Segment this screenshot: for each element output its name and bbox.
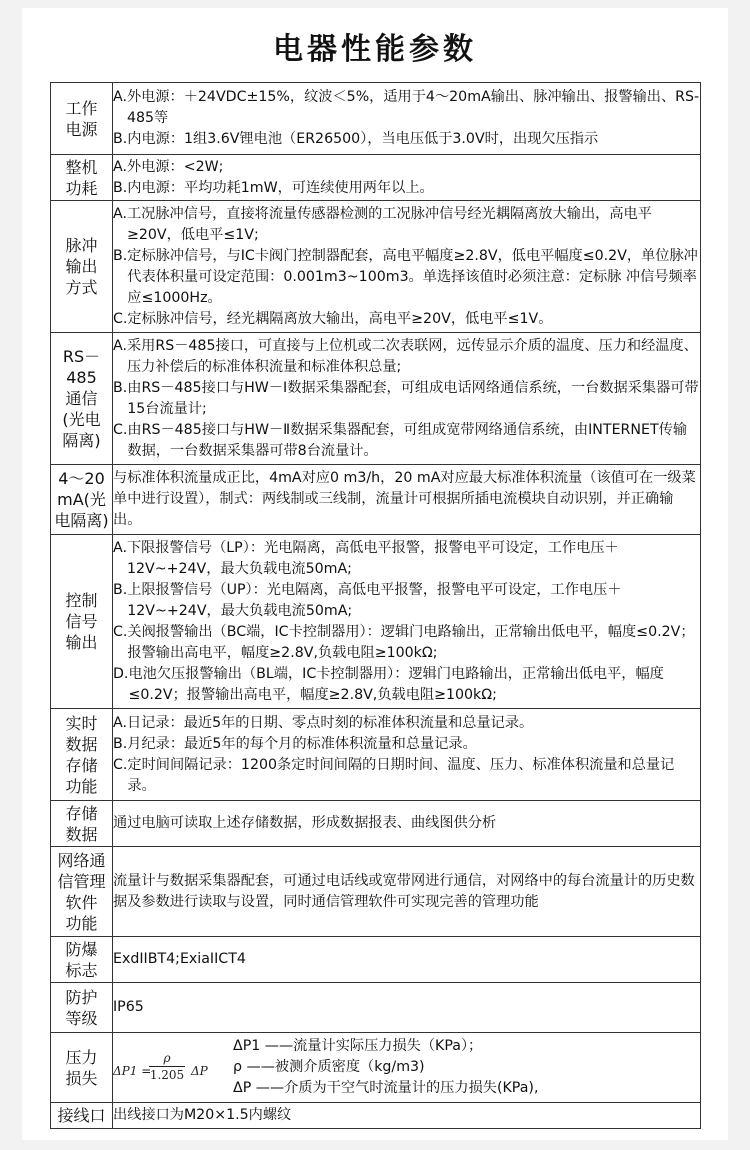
label-line: (光电 — [62, 410, 101, 429]
list-item — [113, 157, 700, 178]
row-label — [51, 83, 113, 155]
item-text: 电池欠压报警输出（BL端，IC卡控制器用）：逻辑门电路输出，正常输出低电平，幅度≤0.2V；报警输出高电平，幅度≥2.8V,负载电阻≥100kΩ; — [128, 665, 664, 703]
legend-line: ΔP ——介质为干空气时流量计的压力损失(KPa), — [233, 1080, 539, 1096]
item-marker: C. — [113, 623, 128, 640]
list-item — [113, 538, 700, 580]
row-label — [51, 1033, 113, 1103]
item-marker: C. — [113, 421, 128, 438]
item-text: 定标脉冲信号，与IC卡阀门控制器配套，高电平幅度≥2.8V，低电平幅度≤0.2V，单位脉冲代表体积量可设定范围：0.001m3~100m3。单选择该值时必须注意：定标脉 冲信号频率应≤1000Hz。 — [127, 247, 698, 306]
row-power — [51, 83, 701, 155]
row-rs485 — [51, 333, 701, 465]
page-title: 电器性能参数 — [273, 32, 477, 67]
item-marker: A. — [113, 714, 127, 731]
item-marker: A. — [113, 539, 127, 556]
row-content — [113, 535, 701, 709]
row-label — [51, 709, 113, 801]
item-marker: A. — [113, 89, 127, 105]
label-line: mA(光 — [57, 490, 106, 509]
row-label — [51, 201, 113, 333]
pressure-block — [113, 1036, 700, 1099]
item-text: 外电源：<2W; — [126, 158, 224, 175]
item-marker: B. — [113, 247, 128, 264]
list-item — [113, 204, 700, 246]
row-label — [51, 333, 113, 465]
row-label — [51, 1103, 113, 1129]
label-line: 功能 — [65, 913, 98, 933]
item-marker: B. — [113, 581, 128, 598]
list-item — [113, 580, 700, 622]
row-current — [51, 465, 701, 535]
label-line: 实时 — [65, 713, 98, 733]
label-line: 方式 — [65, 278, 98, 297]
list-item — [113, 664, 700, 706]
row-content — [113, 709, 701, 801]
list-item — [113, 129, 700, 150]
label-line: 电隔离) — [54, 511, 109, 530]
row-label — [51, 847, 113, 937]
list-item — [113, 309, 700, 330]
row-content: 与标准体积流量成正比，4mA对应0 m3/h，20 mA对应最大标准体积流量（该值可在一级菜单中进行设置），制式：两线制或三线制，流量计可根据所插电流模块自动识别，并正确输出。 — [113, 465, 701, 535]
label-line: 485 — [66, 368, 97, 387]
label-line: 存储 — [65, 755, 98, 775]
label-line: 输出 — [65, 633, 98, 652]
item-marker: C. — [113, 756, 128, 773]
row-label — [51, 465, 113, 535]
row-label — [51, 801, 113, 847]
formula-numerator: ρ — [163, 1050, 171, 1065]
item-text: 月纪录：最近5年的每个月的标准体积流量和总量记录。 — [127, 735, 477, 752]
item-text: 日记录：最近5年的日期、零点时刻的标准体积流量和总量记录。 — [126, 714, 534, 731]
item-text: 由RS－485接口与HW－Ⅰ数据采集器配套，可组成电话网络通信系统，一台数据采集器可带15台流量计; — [127, 379, 699, 417]
list-item — [113, 378, 700, 420]
item-text: 关阀报警输出（BC端，IC卡控制器用）：逻辑门电路输出，正常输出低电平，幅度≤0.2V；报警输出高电平，幅度≥2.8V,负载电阻≥100kΩ; — [127, 623, 695, 661]
item-marker: B. — [113, 179, 128, 196]
item-marker: D. — [113, 665, 129, 682]
list-item — [113, 178, 700, 199]
label-line: 等级 — [65, 1008, 98, 1028]
list-item — [113, 622, 700, 664]
label-line: 数据 — [65, 734, 98, 754]
label-line: 功能 — [65, 776, 98, 796]
row-network — [51, 847, 701, 937]
label-line: 标志 — [65, 960, 98, 980]
item-marker: B. — [113, 379, 128, 396]
label-line: 脉冲 — [65, 236, 98, 255]
pressure-legend — [233, 1036, 700, 1099]
item-marker: A. — [113, 205, 127, 222]
row-content: 出线接口为M20×1.5内螺纹 — [113, 1103, 701, 1129]
item-text: 内电源：1组3.6V锂电池（ER26500），当电压低于3.0V时，出现欠压指示 — [127, 131, 599, 147]
label-line: 信管理 — [57, 871, 106, 891]
item-text: 定时间间隔记录：1200条定时间间隔的日期时间、温度、压力、标准体积流量和总量记录。 — [127, 756, 675, 794]
row-control — [51, 535, 701, 709]
legend-line: ΔP1 ——流量计实际压力损失（KPa）； — [233, 1038, 483, 1054]
list-item — [113, 246, 700, 309]
item-text: 外电源：＋24VDC±15%，纹波＜5%，适用于4～20mA输出、脉冲输出、报警输出、RS-485等 — [126, 89, 700, 126]
item-text: 内电源：平均功耗1mW，可连续使用两年以上。 — [127, 179, 434, 196]
label-line: 压力 — [65, 1047, 98, 1067]
item-text: 工况脉冲信号，直接将流量传感器检测的工况脉冲信号经光耦隔离放大输出，高电平≥20V，低电平≤1V; — [126, 205, 652, 243]
legend-line: ρ ——被测介质密度（kg/m3) — [233, 1059, 425, 1075]
row-storage — [51, 801, 701, 847]
row-content: IP65 — [113, 983, 701, 1033]
item-marker: C. — [113, 310, 128, 327]
label-line: 隔离) — [62, 431, 101, 450]
label-line: 4～20 — [58, 469, 105, 488]
item-text: 采用RS－485接口，可直接与上位机或二次表联网，远传显示介质的温度、压力和经温度、压力补偿后的标准体积流量和标准体积总量; — [126, 337, 698, 375]
item-text: 上限报警信号（UP）：光电隔离，高低电平报警，报警电平可设定，工作电压＋12V~+24V，最大负载电流50mA; — [127, 581, 622, 619]
formula-rhs: ΔP — [191, 1063, 208, 1078]
list-item — [113, 87, 700, 129]
row-content — [113, 1033, 701, 1103]
label-line: 电源 — [65, 119, 98, 139]
label-line: 数据 — [65, 824, 98, 844]
row-label — [51, 983, 113, 1033]
spec-table — [50, 82, 701, 1129]
label-line: 网络通 — [57, 850, 106, 870]
row-label — [51, 937, 113, 983]
row-explosion — [51, 937, 701, 983]
label-line: 软件 — [65, 892, 98, 912]
row-content — [113, 201, 701, 333]
label-line: 防爆 — [65, 939, 98, 959]
row-content — [113, 155, 701, 201]
row-protection — [51, 983, 701, 1033]
list-item — [113, 420, 700, 462]
item-marker: A. — [113, 158, 127, 175]
label-line: 工作 — [65, 98, 98, 118]
row-pulse — [51, 201, 701, 333]
formula-denominator: 1.205 — [149, 1067, 185, 1082]
row-label — [51, 155, 113, 201]
item-text: 定标脉冲信号，经光耦隔离放大输出，高电平≥20V，低电平≤1V。 — [127, 310, 553, 327]
row-consumption — [51, 155, 701, 201]
label-line: 通信 — [65, 389, 98, 408]
label-line: RS－ — [62, 347, 101, 366]
label-line: 接线口 — [57, 1106, 106, 1125]
row-pressure — [51, 1033, 701, 1103]
list-item — [113, 713, 700, 734]
row-connection — [51, 1103, 701, 1129]
pressure-formula — [113, 1038, 233, 1098]
row-content: ExdIIBT4;ExiaIICT4 — [113, 937, 701, 983]
item-marker: B. — [113, 131, 128, 147]
item-text: 由RS－485接口与HW－Ⅱ数据采集器配套，可组成宽带网络通信系统，由INTERNET传输数据，一台数据采集器可带8台流量计。 — [127, 421, 688, 459]
label-line: 损失 — [65, 1068, 98, 1088]
row-content — [113, 333, 701, 465]
label-line: 功耗 — [65, 178, 98, 198]
row-content: 通过电脑可读取上述存储数据，形成数据报表、曲线图供分析 — [113, 801, 701, 847]
label-line: 输出 — [65, 257, 98, 276]
row-storage-rt — [51, 709, 701, 801]
item-marker: B. — [113, 735, 128, 752]
label-line: 存储 — [65, 803, 98, 823]
label-line: 信号 — [65, 612, 98, 631]
label-line: 防护 — [65, 987, 98, 1007]
item-marker: A. — [113, 337, 127, 354]
row-label — [51, 535, 113, 709]
formula-fraction — [147, 1050, 187, 1083]
label-line: 整机 — [65, 157, 98, 177]
formula-lhs: ΔP1 = — [113, 1063, 152, 1078]
list-item — [113, 734, 700, 755]
item-text: 下限报警信号（LP）：光电隔离，高低电平报警，报警电平可设定，工作电压＋12V~+24V，最大负载电流50mA; — [126, 539, 619, 577]
label-line: 控制 — [65, 591, 98, 610]
row-content — [113, 83, 701, 155]
list-item — [113, 336, 700, 378]
row-content: 流量计与数据采集器配套，可通过电话线或宽带网进行通信，对网络中的每台流量计的历史数据及参数进行读取与设置，同时通信管理软件可实现完善的管理功能 — [113, 847, 701, 937]
list-item — [113, 755, 700, 797]
